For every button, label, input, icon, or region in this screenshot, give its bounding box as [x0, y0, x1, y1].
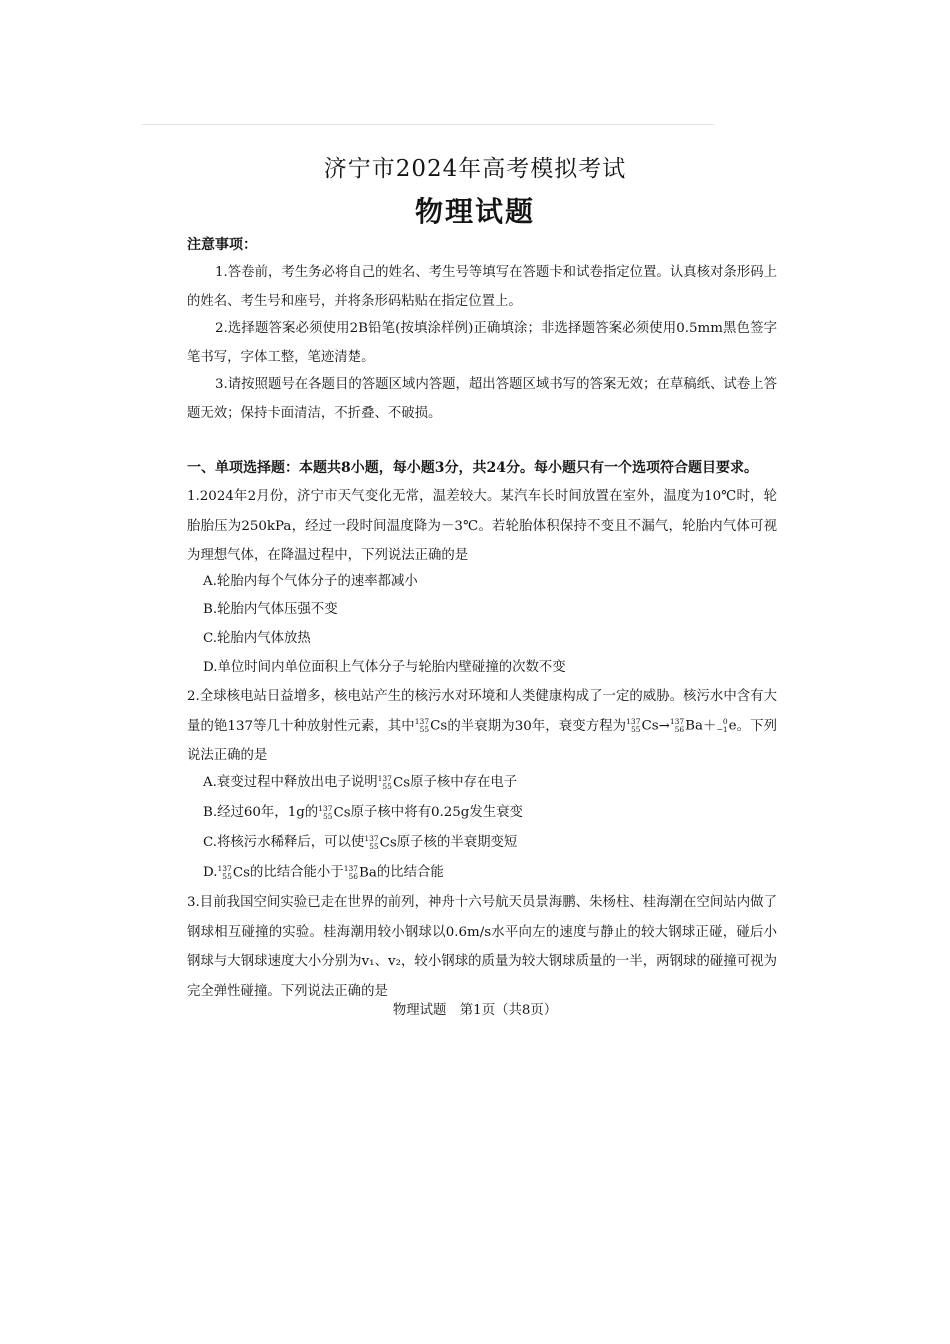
- question-1-option-a: A.轮胎内每个气体分子的速率都减小: [203, 574, 418, 589]
- option-b-text-end: 原子核中将有0.25g发生衰变: [350, 805, 523, 820]
- option-d-text-mid: 的比结合能小于: [249, 865, 344, 880]
- exam-title: 济宁市2024年高考模拟考试: [323, 156, 627, 182]
- e-charge: −1: [716, 725, 728, 734]
- q2-stem-part5: 。下列说法正确的是: [187, 718, 777, 763]
- section-heading: 一、单项选择题：本题共8小题，每小题3分，共24分。每小题只有一个选项符合题目要求。: [187, 460, 758, 476]
- question-2-option-b: [203, 803, 523, 823]
- question-2-stem: [187, 682, 777, 771]
- ba-nuclide: [670, 718, 703, 734]
- cs-nuclide: [318, 805, 350, 821]
- question-2-option-c: [203, 833, 517, 853]
- cs-charge: 55: [419, 725, 430, 734]
- question-3-stem: 3.目前我国空间实验已走在世界的前列，神舟十六号航天员景海鹏、朱杨柱、桂海潮在空间站内做了钢球相互碰撞的实验。桂海潮用较小钢球以0.6m/s水平向左的速度与静止的较大钢球正碰，碰后小钢球与大钢球速度大小分别为v₁、v₂，较小钢球的质量为较大钢球质量的一半，两钢球的碰撞可视为完全弹性碰撞。下列说法正确的是: [187, 895, 777, 999]
- cs-symbol: Cs: [232, 864, 250, 880]
- option-b-text: B.经过60年，1g的: [203, 805, 319, 820]
- notice-item-3: 3.请按照题号在各题目的答题区域内答题，超出答题区域书写的答案无效；在草稿纸、试卷上答题无效；保持卡面清洁，不折叠、不破损。: [187, 377, 777, 421]
- notice-item-2: 2.选择题答案必须使用2B铅笔(按填涂样例)正确填涂；非选择题答案必须使用0.5mm黑色签字笔书写，字体工整，笔迹清楚。: [187, 321, 777, 365]
- ba-mass: 137: [669, 717, 685, 726]
- option-d-text: D.: [203, 865, 218, 880]
- ba-symbol: Ba: [685, 718, 703, 734]
- option-c-text: C.将核污水稀释后，可以使: [203, 835, 365, 850]
- cs-nuclide: [415, 718, 447, 734]
- notice-heading: 注意事项：: [187, 237, 257, 253]
- question-2-option-d: [203, 863, 444, 883]
- cs-nuclide: [626, 718, 658, 734]
- cs-nuclide: [364, 835, 396, 851]
- plus-sign: ＋: [703, 718, 717, 734]
- arrow: →: [658, 718, 670, 734]
- electron: [717, 718, 737, 734]
- notice-item-1: 1.答卷前，考生务必将自己的姓名、考生号等填写在答题卡和试卷指定位置。认真核对条形码上的姓名、考生号和座号，并将条形码粘贴在指定位置上。: [187, 265, 777, 309]
- page-footer: 物理试题 第1页（共8页）: [392, 1003, 558, 1018]
- cs-symbol: Cs: [379, 834, 397, 850]
- option-c-text-end: 原子核的半衰期变短: [396, 835, 518, 850]
- ba-charge: 56: [674, 725, 685, 734]
- q2-stem-part1: 2.全球核电站日益增多，核电站产生的核污水对环境和人类健康构成了一定的威胁。核污水中含有大量的铯137等几十种放射性元素，其中: [187, 689, 777, 734]
- cs-mass: 137: [217, 863, 232, 873]
- e-mass: 0: [722, 717, 728, 726]
- ba-nuclide: [344, 865, 377, 881]
- cs-charge: 55: [369, 841, 379, 851]
- ba-symbol: Ba: [359, 864, 377, 880]
- question-1-option-b: B.轮胎内气体压强不变: [203, 602, 338, 617]
- cs-mass: 137: [318, 803, 333, 813]
- subject-title: 物理试题: [414, 195, 535, 228]
- cs-mass: 137: [414, 717, 430, 726]
- cs-charge: 55: [322, 811, 333, 821]
- cs-symbol: Cs: [392, 774, 411, 790]
- cs-charge: 55: [630, 725, 641, 734]
- cs-symbol: Cs: [430, 718, 448, 734]
- option-d-text-end: 的比结合能: [376, 865, 444, 880]
- question-1-option-d: D.单位时间内单位面积上气体分子与轮胎内壁碰撞的次数不变: [203, 660, 566, 675]
- cs-mass: 137: [377, 773, 392, 783]
- e-symbol: e: [728, 718, 737, 734]
- ba-charge: 56: [348, 871, 359, 881]
- cs-mass: 137: [626, 717, 641, 726]
- question-1-stem: 1.2024年2月份，济宁市天气变化无常，温差较大。某汽车长时间放置在室外，温度为10℃时，轮胎胎压为250kPa，经过一段时间温度降为－3℃。若轮胎体积保持不变且不漏气，轮胎内气体可视为理想气体，在降温过程中，下列说法正确的是: [187, 489, 777, 563]
- q2-stem-part2: 的半衰期为30年，衰变方程为: [447, 718, 627, 734]
- option-a-text: A.衰变过程中释放出电子说明: [203, 775, 378, 790]
- cs-charge: 55: [382, 781, 392, 791]
- cs-nuclide: [378, 775, 410, 791]
- cs-nuclide: [218, 865, 250, 881]
- question-1-option-c: C.轮胎内气体放热: [203, 631, 311, 646]
- ba-mass: 137: [343, 863, 359, 873]
- question-2-option-a: [203, 773, 517, 793]
- cs-symbol: Cs: [641, 718, 659, 734]
- cs-symbol: Cs: [333, 804, 351, 820]
- cs-mass: 137: [364, 833, 379, 843]
- cs-charge: 55: [222, 871, 232, 881]
- option-a-text-end: 原子核中存在电子: [410, 775, 518, 790]
- top-rule: [142, 124, 714, 125]
